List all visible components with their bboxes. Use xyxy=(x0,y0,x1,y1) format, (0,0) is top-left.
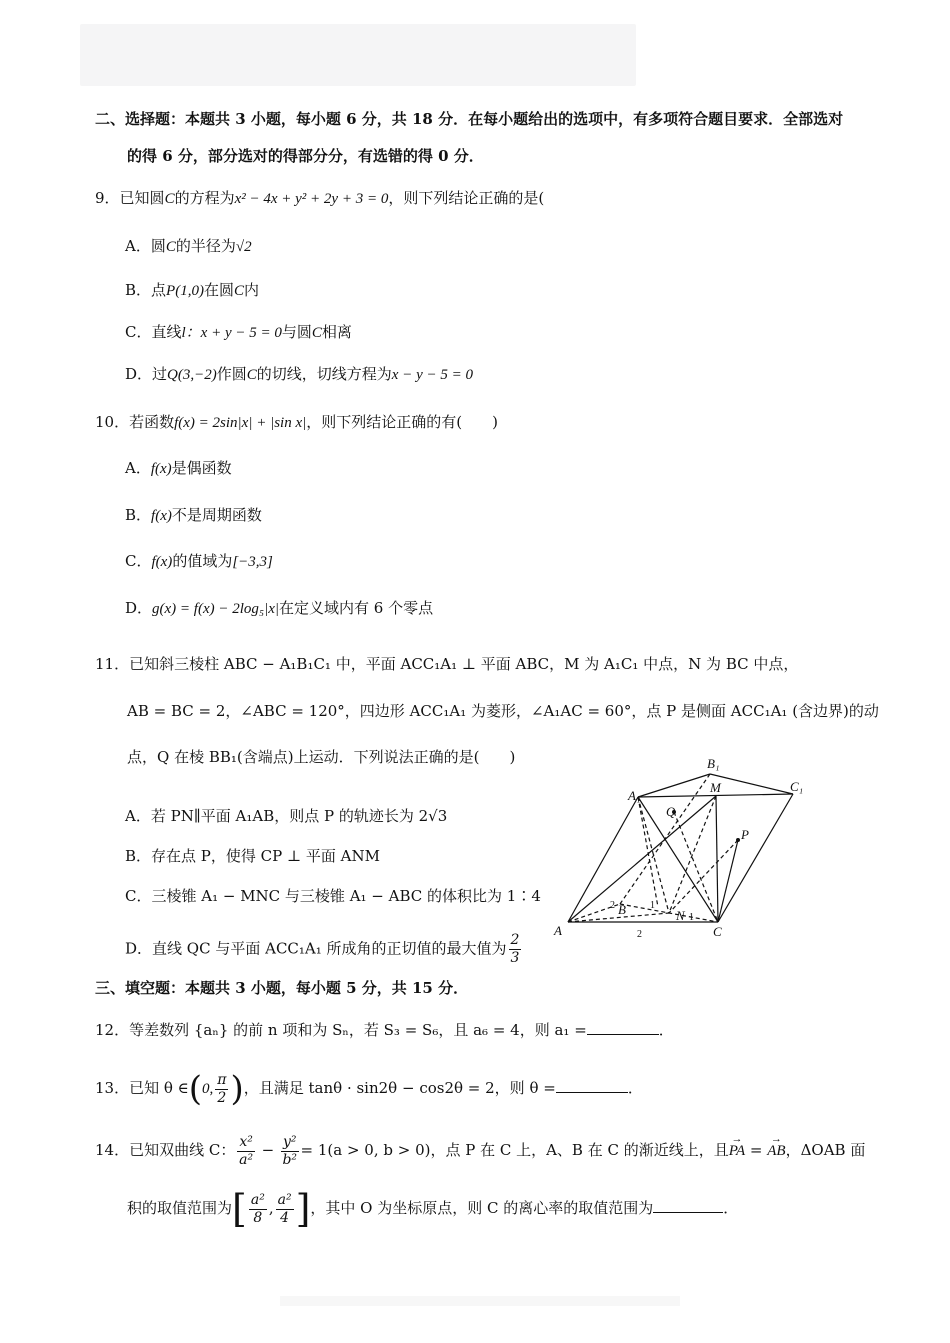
q12-answer-blank[interactable] xyxy=(587,1018,659,1035)
line-pc xyxy=(718,840,738,922)
q14-stem-line1: 14．已知双曲线 C： $\frac{\text{x²}}{\text{a²}}$ − $\frac{\text{y²}}{\text{b²}}$ = 1(a > 0, b > 0)，点 P 在 C 上，A、B 在 C 的渐近线上，且→ PA = → AB，ΔOAB 面 xyxy=(95,1130,865,1171)
q11-option-d: D．直线 QC 与平面 ACC₁A₁ 所成角的正切值的最大值为 $\frac{2}{3}$ xyxy=(125,932,520,966)
section2-header-line2: 的得 6 分，部分选对的得部分分，有选错的得 0 分． xyxy=(127,147,484,165)
line-mn xyxy=(669,796,716,913)
vector-ab: → AB xyxy=(767,1131,785,1171)
q10-option-b: B．f(x)不是周期函数 xyxy=(125,506,262,524)
q11-option-c: C．三棱锥 A₁ − MNC 与三棱锥 A₁ − ABC 的体积比为 1∶4 xyxy=(125,887,541,905)
q14-number: 14． xyxy=(95,1141,130,1159)
vector-pa: → PA xyxy=(729,1131,745,1171)
q11-prism-figure xyxy=(548,752,818,944)
q11-stem-line1: 11．已知斜三棱柱 ABC − A₁B₁C₁ 中，平面 ACC₁A₁ ⊥ 平面 ABC，M 为 A₁C₁ 中点，N 为 BC 中点， xyxy=(95,655,799,673)
line-pn xyxy=(669,840,738,913)
label-p: P xyxy=(741,827,749,842)
q11-stem-line3: 点，Q 在棱 BB₁(含端点)上运动．下列说法正确的是( ) xyxy=(127,748,516,766)
label-a: A xyxy=(554,923,562,938)
edge-b1c1 xyxy=(710,774,793,794)
footer-redacted-block xyxy=(280,1296,680,1306)
q9-number: 9． xyxy=(95,189,120,207)
q12-number: 12． xyxy=(95,1021,130,1039)
q9-option-b: B．点P(1,0)在圆C内 xyxy=(125,281,259,299)
q13-number: 13． xyxy=(95,1079,130,1097)
q11-stem-line2: AB = BC = 2，∠ABC = 120°，四边形 ACC₁A₁ 为菱形，∠A₁AC = 60°，点 P 是侧面 ACC₁A₁ (含边界)的动 xyxy=(127,702,879,720)
q14-answer-blank[interactable] xyxy=(653,1196,723,1213)
q9-option-c: C．直线l：x + y − 5 = 0与圆C相离 xyxy=(125,323,352,341)
q9-equation: x² − 4x + y² + 2y + 3 = 0 xyxy=(234,191,389,207)
q11-option-b: B．存在点 P，使得 CP ⊥ 平面 ANM xyxy=(125,847,380,865)
section2-header-line1: 二、选择题：本题共 3 小题，每小题 6 分，共 18 分．在每小题给出的选项中，有多项符合题目要求．全部选对 xyxy=(95,110,844,128)
q11-option-d-fraction: $\frac{2}{3}$ xyxy=(510,932,520,966)
edge-cc1 xyxy=(718,794,793,922)
edge-aa1 xyxy=(568,797,638,922)
point-p xyxy=(736,838,740,842)
q9-stem: 9．已知圆C的方程为x² − 4x + y² + 2y + 3 = 0，则下列结论正确的是( xyxy=(95,189,545,207)
q12-stem: 12．等差数列 {aₙ} 的前 n 项和为 Sₙ，若 S₃ = S₆，且 a₆ = 4，则 a₁ = ． xyxy=(95,1018,674,1040)
line-mc xyxy=(716,796,718,922)
label-ab-length: 2 xyxy=(610,900,615,911)
label-b1: B₁ xyxy=(707,756,720,771)
header-redacted-block xyxy=(80,24,636,86)
edge-a1b1 xyxy=(638,774,710,797)
label-c1: C₁ xyxy=(790,779,804,794)
q11-number: 11． xyxy=(95,655,130,673)
label-nc-length: 1 xyxy=(689,912,694,923)
line-qc xyxy=(674,812,718,922)
label-bn-length: 1 xyxy=(650,900,655,911)
q9-option-d: D．过Q(3,−2)作圆C的切线，切线方程为x − y − 5 = 0 xyxy=(125,365,473,383)
q10-option-c: C．f(x)的值域为[−3,3] xyxy=(125,552,273,570)
line-am xyxy=(568,796,716,922)
label-n: N xyxy=(676,908,685,923)
q11-option-a: A．若 PN∥平面 A₁AB，则点 P 的轨迹长为 2√3 xyxy=(125,807,448,825)
q10-option-d: D．g(x) = f(x) − 2log₅|x|在定义域内有 6 个零点 xyxy=(125,599,434,617)
label-ac-length: 2 xyxy=(637,929,642,940)
q10-number: 10． xyxy=(95,413,130,431)
label-c: C xyxy=(713,924,722,939)
q10-option-a: A．f(x)是偶函数 xyxy=(125,459,232,477)
label-a1: A₁ xyxy=(628,788,641,803)
q13-stem: 13．已知 θ ∈(0, $\frac{\pi}{2}$ )，且满足 tanθ · sin2θ − cos2θ = 2，则 θ = ． xyxy=(95,1069,643,1109)
q14-stem-line2: 积的取值范围为[ $\frac{\text{a²}}{8}$ , $\frac{\text{a²}}{4}$ ]，其中 O 为坐标原点，则 C 的离心率的取值范围为 ． xyxy=(127,1187,739,1231)
q10-stem: 10．若函数f(x) = 2sin|x| + |sin x|，则下列结论正确的有( ) xyxy=(95,413,498,431)
q9-option-a: A．圆C的半径为√2 xyxy=(125,237,252,255)
label-b: B xyxy=(618,902,626,917)
q13-answer-blank[interactable] xyxy=(556,1076,628,1093)
section3-header: 三、填空题：本题共 3 小题，每小题 5 分，共 15 分． xyxy=(95,979,469,997)
label-q: Q xyxy=(666,804,676,819)
label-m: M xyxy=(710,780,721,795)
